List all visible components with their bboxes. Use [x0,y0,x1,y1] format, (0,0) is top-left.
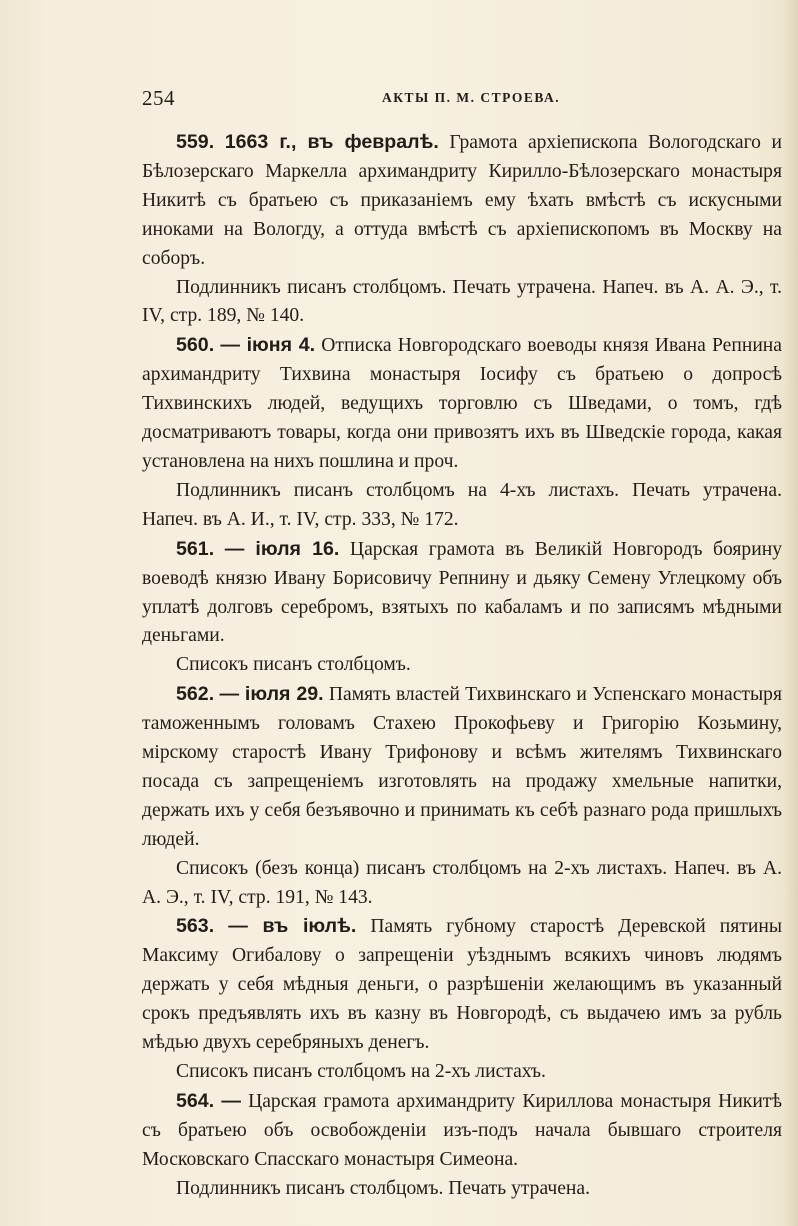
entry-note: Списокъ писанъ столбцомъ на 2-хъ листахъ. [176,1061,546,1082]
entry-note: Списокъ писанъ столбцомъ. [176,654,411,676]
entry-562 [142,680,782,854]
entry-note: Подлинникъ писанъ столбцомъ на 4-хъ листахъ. Печать утрачена. Напеч. въ А. И., т. IV, стр. 333, № 172. [142,479,782,530]
entry-text: Отписка Новгородскаго воеводы князя Ивана Репнина архимандриту Тихвина монастыря Іосифу съ братьею о допросѣ Тихвинскихъ людей, ведущихъ торговлю съ Шведами, о томъ, гдѣ досматриваютъ товары, когда они привозятъ ихъ въ Шведскіе города, какая установлена на нихъ пошлина и проч. [142,335,782,472]
page-header [142,86,782,116]
entry-date: — [221,1089,241,1112]
entry-note: Списокъ (безъ конца) писанъ столбцомъ на 2-хъ листахъ. Напеч. въ А. А. Э., т. IV, стр. 191, № 143. [142,857,782,908]
entry-number: 563. [176,915,215,938]
entry-560 [142,331,782,477]
entry-number: 564. [176,1089,215,1112]
entry-text: Царская грамота архимандриту Кириллова монастыря Никитѣ съ братьею объ освобожденіи изъ-подъ начала бывшаго строителя Московскаго Спасскаго монастыря Симеона. [142,1090,783,1170]
entry-text: Царская грамота въ Великій Новгородъ боярину воеводѣ князю Ивану Борисовичу Репнину и дьяку Семену Углецкому объ уплатѣ долговъ серебромъ, взятыхъ по кабаламъ и по записямъ мѣдными деньгами. [142,538,783,647]
entry-number: 560. [176,334,215,357]
entry-564 [142,1087,782,1175]
body-text [142,128,782,1204]
page-number: 254 [142,86,175,110]
page-edge-shadow [784,0,798,1226]
entry-text: Грамота архіепископа Вологодскаго и Бѣлозерскаго Маркелла архимандриту Кирилло-Бѣлозерскаго монастыря Никитѣ съ братьею съ приказаніемъ ему ѣхать вмѣстѣ съ искусными иноками на Вологду, а оттуда вмѣстѣ съ архіепископомъ въ Москву на соборъ. [142,132,783,269]
entry-note: Подлинникъ писанъ столбцомъ. Печать утрачена. [176,1177,591,1199]
running-title: АКТЫ П. М. СТРОЕВА. [382,90,561,105]
entry-date: — въ іюлѣ. [228,915,357,938]
entry-date: — іюня 4. [220,334,316,357]
entry-text: Память властей Тихвинскаго и Успенскаго монастыря таможеннымъ головамъ Стахею Прокофьеву и Григорію Козьмину, мірскому старостѣ Ивану Трифонову и всѣмъ жителямъ Тихвинскаго посада съ запрещеніемъ изготовлять на продажу хмельные напитки, держать ихъ у себя безъявочно и принимать къ себѣ разнаго рода пришлыхъ людей. [142,684,782,850]
entry-number: 561. [176,537,215,560]
entry-563 [142,912,782,1058]
entry-number: 562. [176,683,215,706]
entry-date: 1663 г., въ февралѣ. [224,131,439,153]
entry-date: — іюля 29. [219,683,324,706]
entry-561 [142,535,782,652]
entry-number: 559. [176,131,215,153]
entry-text: Память губному старостѣ Деревской пятины Максиму Огибалову о запрещеніи уѣзднымъ всякихъ чиновъ людямъ держать у себя мѣдныя деньги, о разрѣшеніи желающимъ въ указанный срокъ предъявлять ихъ въ казну въ Новгородѣ, съ выдачею имъ за рубль мѣдью двухъ серебряныхъ денегъ. [142,916,782,1054]
entry-note: Подлинникъ писанъ столбцомъ. Печать утрачена. Напеч. въ А. А. Э., т. IV, стр. 189, № 140. [142,276,782,327]
entry-date: — іюля 16. [224,537,340,560]
entry-559 [142,128,782,274]
